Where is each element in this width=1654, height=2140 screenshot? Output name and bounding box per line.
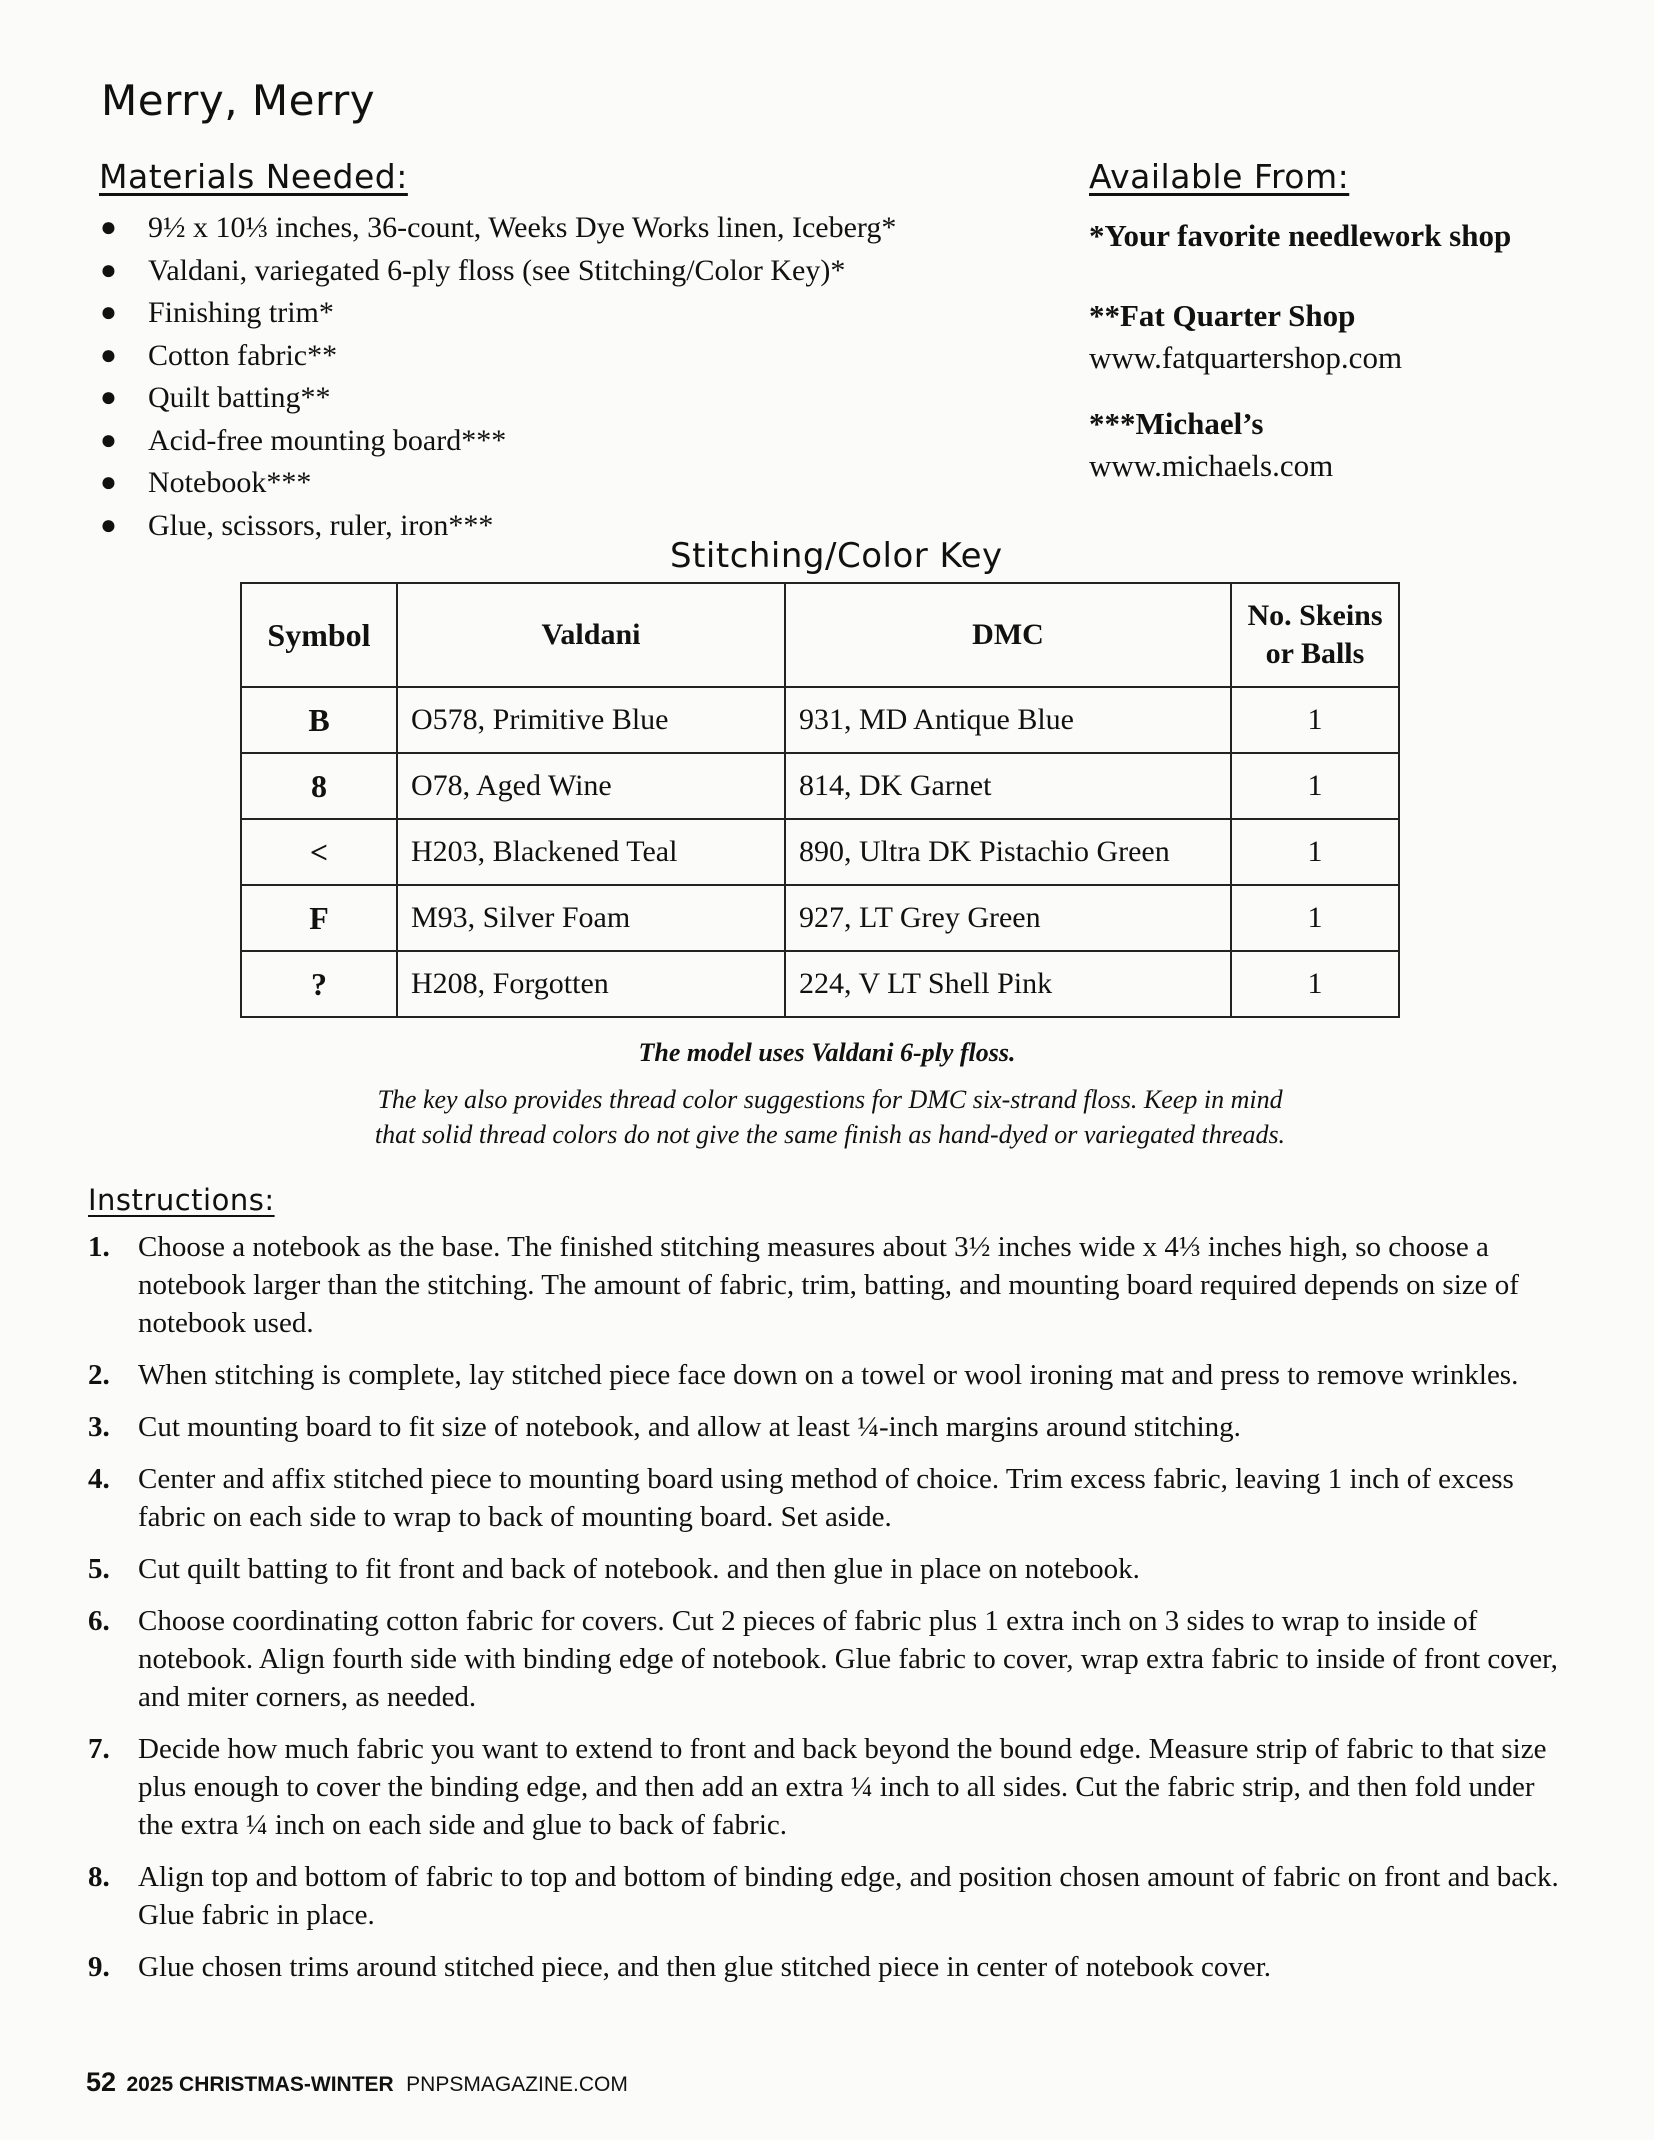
valdani-cell: M93, Silver Foam: [397, 885, 785, 951]
table-header-row: [241, 583, 1399, 687]
step-text: When stitching is complete, lay stitched piece face down on a towel or wool ironing mat and press to remove wrinkles.: [138, 1359, 1519, 1391]
instructions-heading: Instructions:: [88, 1183, 275, 1217]
bullet-icon: ●: [100, 339, 117, 371]
symbol-cell: F: [241, 885, 397, 951]
dmc-cell: 927, LT Grey Green: [785, 885, 1231, 951]
page-title: Merry, Merry: [101, 76, 376, 125]
dmc-cell: 814, DK Garnet: [785, 753, 1231, 819]
source-local-shop: [1089, 218, 1511, 254]
valdani-cell: O78, Aged Wine: [397, 753, 785, 819]
instructions-list: [88, 1228, 1568, 2000]
step-number: 4.: [88, 1463, 110, 1495]
bullet-icon: ●: [100, 382, 117, 413]
step-number: 1.: [88, 1231, 110, 1263]
step-text: Glue chosen trims around stitched piece, and then glue stitched piece in center of notebook cover.: [138, 1951, 1272, 1983]
list-item: [100, 250, 896, 293]
source-fat-quarter: [1089, 298, 1355, 334]
instruction-step: [88, 1356, 1568, 1394]
material-text: 9½ x 10⅓ inches, 36-count, Weeks Dye Works linen, Iceberg*: [148, 211, 897, 244]
table-row: [241, 753, 1399, 819]
key-note-line: that solid thread colors do not give the same finish as hand-dyed or variegated threads.: [374, 1120, 1286, 1149]
step-text: Choose a notebook as the base. The finished stitching measures about 3½ inches wide x 4⅓ inches high, so choose a notebook larger than the stitching. The amount of fabric, trim, batting, and mounting board required depends on size of notebook used.: [138, 1231, 1519, 1339]
table-row: [241, 951, 1399, 1017]
bullet-icon: ●: [100, 509, 117, 541]
table-row: [241, 687, 1399, 753]
source-name: *Your favorite needlework shop: [1089, 218, 1512, 253]
material-text: Valdani, variegated 6-ply floss (see Stitching/Color Key)*: [148, 253, 846, 287]
source-michaels: [1089, 406, 1263, 442]
step-text: Cut mounting board to fit size of notebook, and allow at least ¼-inch margins around stitching.: [138, 1411, 1241, 1443]
list-item: [100, 420, 896, 463]
skeins-cell: 1: [1231, 951, 1399, 1017]
step-number: 8.: [88, 1861, 110, 1893]
symbol-cell: 8: [241, 753, 397, 819]
list-item: [100, 335, 896, 378]
step-text: Align top and bottom of fabric to top and bottom of binding edge, and position chosen amount of fabric on front and back. Glue fabric in place.: [138, 1861, 1559, 1931]
symbol-cell: B: [241, 687, 397, 753]
source-url[interactable]: www.fatquartershop.com: [1089, 340, 1403, 375]
bullet-icon: ●: [100, 297, 117, 328]
valdani-cell: H203, Blackened Teal: [397, 819, 785, 885]
valdani-cell: H208, Forgotten: [397, 951, 785, 1017]
dmc-cell: 931, MD Antique Blue: [785, 687, 1231, 753]
step-number: 7.: [88, 1733, 110, 1765]
key-note: [280, 1082, 1380, 1152]
valdani-cell: O578, Primitive Blue: [397, 687, 785, 753]
bullet-icon: ●: [100, 467, 117, 498]
header-symbol: Symbol: [241, 583, 397, 687]
table-row: [241, 819, 1399, 885]
magazine-site[interactable]: PNPSMAGAZINE.COM: [406, 2073, 628, 2096]
materials-heading: Materials Needed:: [99, 157, 408, 196]
list-item: [100, 292, 896, 335]
dmc-cell: 890, Ultra DK Pistachio Green: [785, 819, 1231, 885]
step-number: 9.: [88, 1951, 110, 1983]
skeins-cell: 1: [1231, 885, 1399, 951]
bullet-icon: ●: [100, 254, 117, 286]
dmc-cell: 224, V LT Shell Pink: [785, 951, 1231, 1017]
source-name: **Fat Quarter Shop: [1089, 298, 1356, 333]
material-text: Quilt batting**: [148, 381, 331, 414]
material-text: Finishing trim*: [148, 296, 334, 329]
header-valdani: Valdani: [397, 583, 785, 687]
symbol-cell: <: [241, 819, 397, 885]
header-skeins-line2: or Balls: [1265, 637, 1365, 670]
skeins-cell: 1: [1231, 687, 1399, 753]
material-text: Acid-free mounting board***: [148, 423, 507, 457]
instruction-step: [88, 1408, 1568, 1446]
color-key-heading: Stitching/Color Key: [670, 536, 1003, 576]
page-number: 52: [86, 2067, 117, 2097]
instruction-step: [88, 1550, 1568, 1588]
issue-label: 2025 CHRISTMAS-WINTER: [126, 2073, 394, 2096]
instruction-step: [88, 1602, 1568, 1716]
key-note-line: The key also provides thread color suggestions for DMC six-strand floss. Keep in mind: [377, 1085, 1283, 1114]
list-item: [100, 462, 896, 505]
step-number: 3.: [88, 1411, 110, 1443]
step-text: Decide how much fabric you want to extend to front and back beyond the bound edge. Measure strip of fabric to that size plus enough to cover the binding edge, and then add an extra ¼ inch to all sides. Cut the fabric strip, and then fold under the extra ¼ inch on each side and glue to back of fabric.: [138, 1733, 1547, 1841]
step-text: Center and affix stitched piece to mounting board using method of choice. Trim excess fabric, leaving 1 inch of excess fabric on each side to wrap to back of mounting board. Set aside.: [138, 1463, 1514, 1533]
material-text: Glue, scissors, ruler, iron***: [148, 508, 494, 542]
instruction-step: [88, 1460, 1568, 1536]
page-footer: [86, 2067, 628, 2098]
material-text: Notebook***: [148, 466, 312, 499]
instruction-step: [88, 1730, 1568, 1844]
skeins-cell: 1: [1231, 819, 1399, 885]
bullet-icon: ●: [100, 424, 117, 456]
table-row: [241, 885, 1399, 951]
skeins-cell: 1: [1231, 753, 1399, 819]
step-number: 5.: [88, 1553, 110, 1585]
symbol-cell: ?: [241, 951, 397, 1017]
bullet-icon: ●: [100, 212, 117, 243]
step-text: Choose coordinating cotton fabric for covers. Cut 2 pieces of fabric plus 1 extra inch on 3 sides to wrap to inside of notebook. Align fourth side with binding edge of notebook. Glue fabric to cover, wrap extra fabric to inside of front cover, and miter corners, as needed.: [138, 1605, 1558, 1713]
step-number: 6.: [88, 1605, 110, 1637]
header-skeins-line1: No. Skeins: [1247, 599, 1383, 632]
model-note: The model uses Valdani 6-ply floss.: [638, 1038, 1016, 1067]
source-name: ***Michael’s: [1089, 406, 1264, 441]
instruction-step: [88, 1948, 1568, 1986]
instruction-step: [88, 1228, 1568, 1342]
list-item: [100, 377, 896, 420]
available-heading: Available From:: [1089, 157, 1350, 196]
material-text: Cotton fabric**: [148, 338, 338, 372]
source-url[interactable]: www.michaels.com: [1089, 448, 1334, 483]
instruction-step: [88, 1858, 1568, 1934]
header-skeins: [1231, 583, 1399, 687]
step-text: Cut quilt batting to fit front and back of notebook. and then glue in place on notebook.: [138, 1553, 1140, 1585]
color-key-table: [240, 582, 1400, 1018]
list-item: [100, 207, 896, 250]
materials-list: [100, 207, 896, 547]
step-number: 2.: [88, 1359, 110, 1391]
header-dmc: DMC: [785, 583, 1231, 687]
